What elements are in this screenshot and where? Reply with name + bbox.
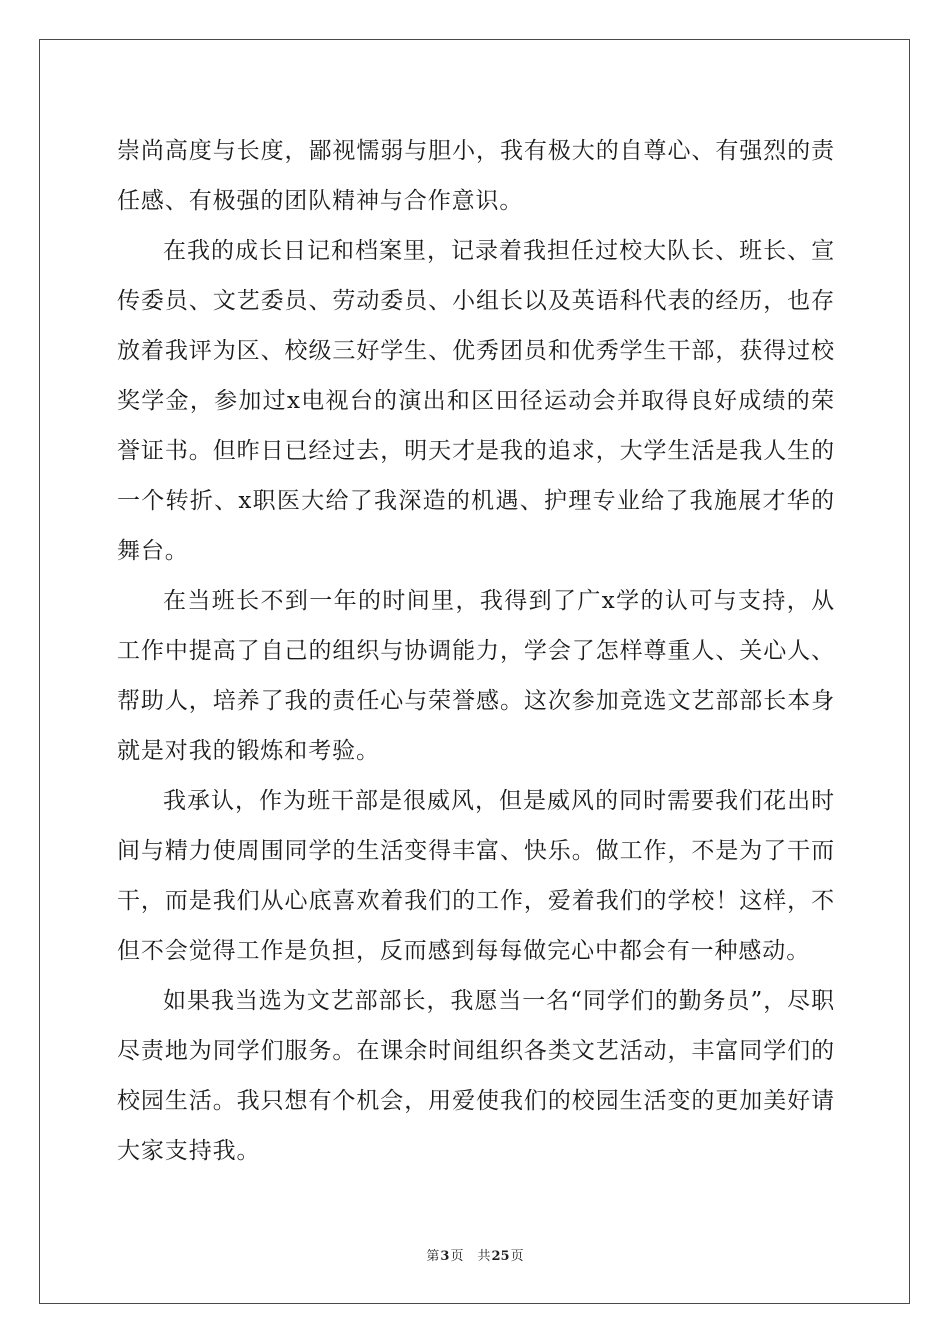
page-suffix: 页 <box>450 1249 464 1264</box>
paragraph-5: 如果我当选为文艺部部长，我愿当一名“同学们的勤务员”，尽职尽责地为同学们服务。在课余时间组织各类文艺活动，丰富同学们的校园生活。我只想有个机会，用爱使我们的校园生活变的更加美好请大家支持我。 <box>117 988 835 1164</box>
page-prefix: 第 <box>426 1249 440 1264</box>
paragraph-1: 崇尚高度与长度，鄙视懦弱与胆小，我有极大的自尊心、有强烈的责任感、有极强的团队精神与合作意识。 <box>117 138 835 214</box>
document-body <box>117 126 835 1176</box>
total-pages: 25 <box>491 1249 510 1264</box>
page-footer <box>0 1249 950 1265</box>
paragraph-4: 我承认，作为班干部是很威风，但是威风的同时需要我们花出时间与精力使周围同学的生活变得丰富、快乐。做工作，不是为了干而干，而是我们从心底喜欢着我们的工作，爱着我们的学校！这样，不但不会觉得工作是负担，反而感到每每做完心中都会有一种感动。 <box>117 788 835 964</box>
total-prefix: 共 <box>477 1249 491 1264</box>
paragraph-3: 在当班长不到一年的时间里，我得到了广x学的认可与支持，从工作中提高了自己的组织与协调能力，学会了怎样尊重人、关心人、帮助人，培养了我的责任心与荣誉感。这次参加竞选文艺部部长本身就是对我的锻炼和考验。 <box>117 588 835 764</box>
page-number: 3 <box>440 1249 450 1264</box>
paragraph-2: 在我的成长日记和档案里，记录着我担任过校大队长、班长、宣传委员、文艺委员、劳动委员、小组长以及英语科代表的经历，也存放着我评为区、校级三好学生、优秀团员和优秀学生干部，获得过校奖学金，参加过x电视台的演出和区田径运动会并取得良好成绩的荣誉证书。但昨日已经过去，明天才是我的追求，大学生活是我人生的一个转折、x职医大给了我深造的机遇、护理专业给了我施展才华的舞台。 <box>117 238 835 564</box>
total-suffix: 页 <box>510 1249 524 1264</box>
